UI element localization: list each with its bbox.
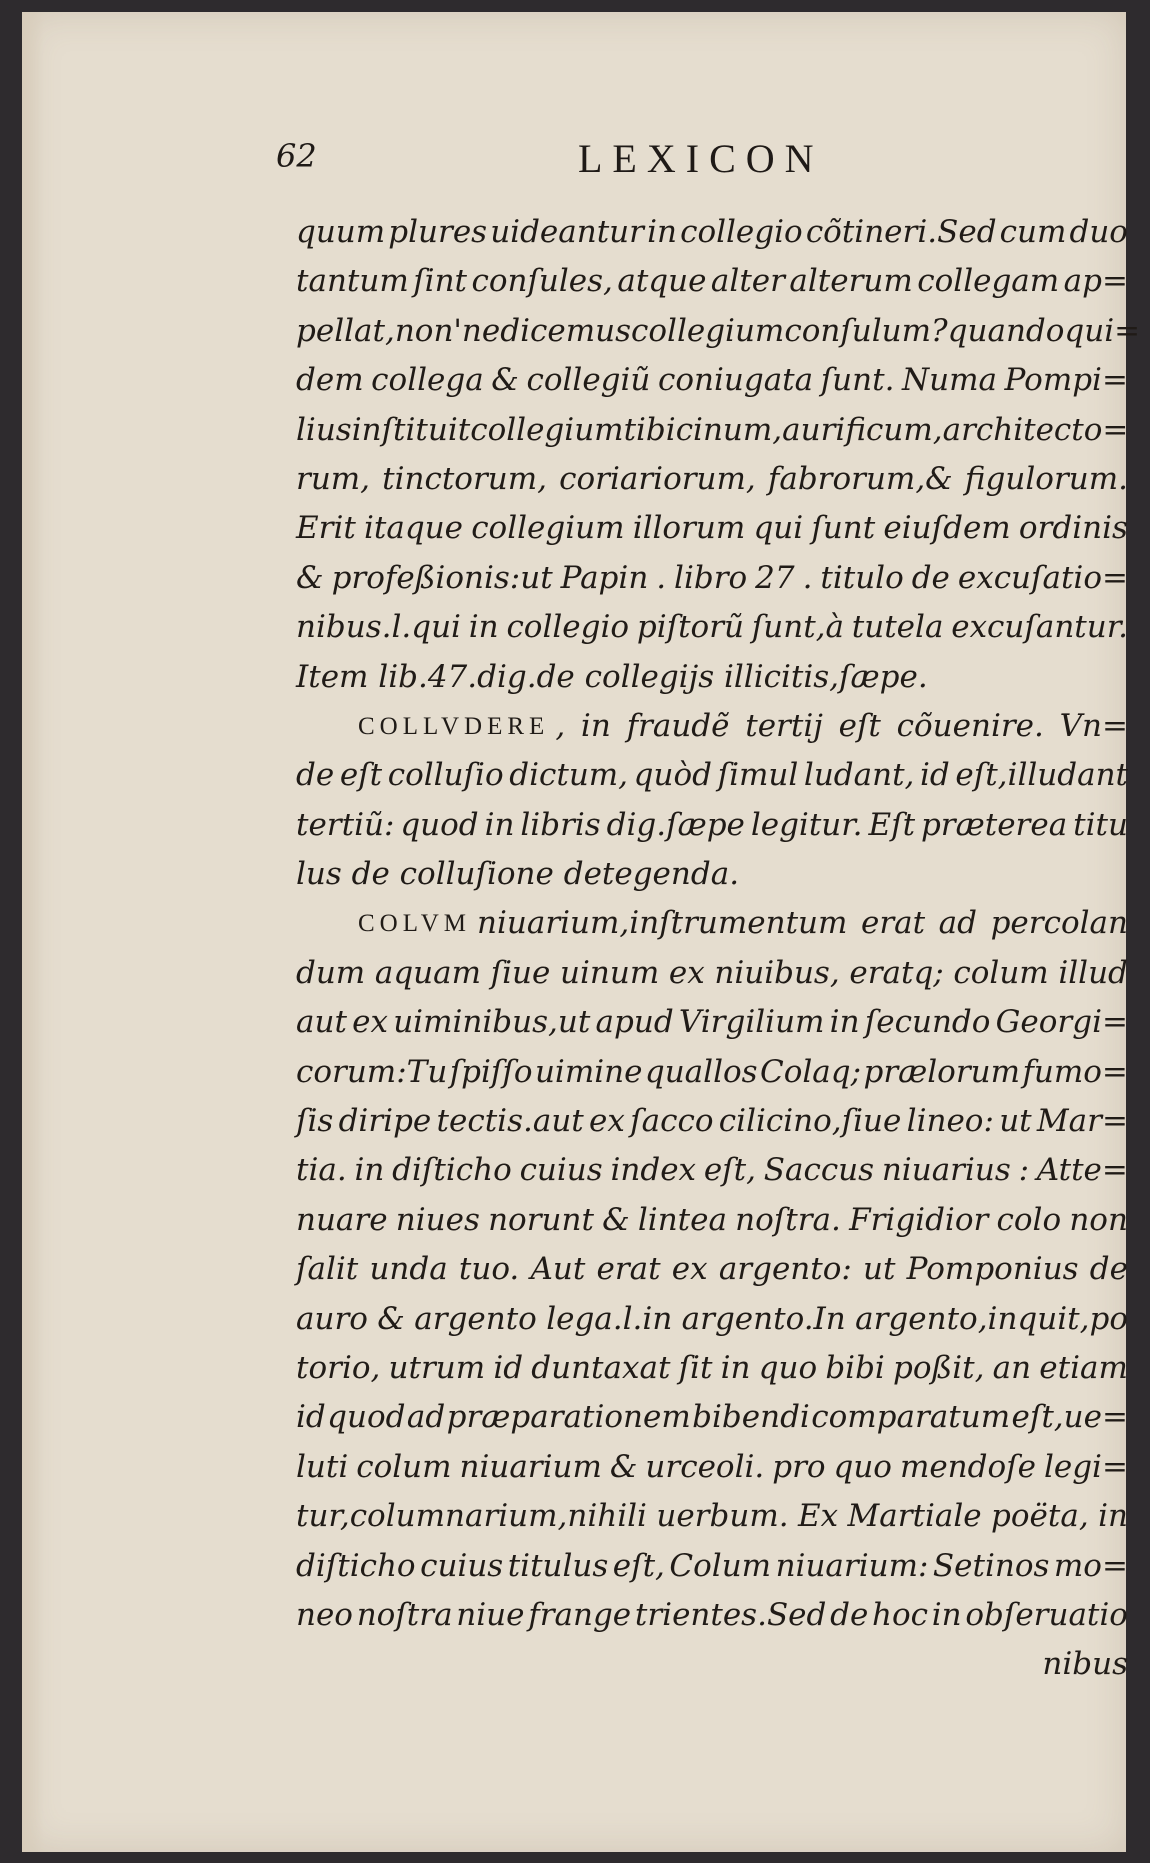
text-line: rum, tinctorum, coriariorum, fabrorum,& figulorum. — [296, 460, 1128, 497]
entry-text: niuarium,inſtrumentum erat ad percolan — [477, 905, 1128, 942]
text-line: lus de colluſione detegenda. — [296, 856, 740, 893]
text-line: tertiũ: quod in libris dig.ſæpe legitur. Eſt præterea titu — [296, 806, 1128, 843]
text-line: id quod ad præparationem bibendi comparatum eſt,ue= — [296, 1399, 1128, 1436]
text-line: neo noſtra niue frange trientes.Sed de hoc in obſeruatio — [296, 1596, 1128, 1633]
text-line: ſalit unda tuo. Aut erat ex argento: ut Pomponius de — [296, 1251, 1128, 1288]
text-line: auro & argento lega.l.in argento.In argento,inquit,po — [296, 1300, 1128, 1337]
book-page — [22, 12, 1141, 1852]
headword: COLVM — [358, 910, 471, 938]
text-line: dum aquam ſiue uinum ex niuibus, eratq; colum illud — [296, 954, 1128, 991]
body-text — [296, 208, 1141, 1690]
text-line: ſis diripe tectis.aut ex ſacco cilicino,ſiue lineo: ut Mar= — [296, 1103, 1128, 1140]
page-number: 62 — [276, 137, 317, 175]
text-line: de eſt colluſio dictum, quòd ſimul ludant, id eſt,illudant — [296, 757, 1128, 794]
text-line: lius inſtituit collegium tibicinum,aurificum,architecto= — [296, 411, 1129, 448]
page-gutter-shadow — [22, 12, 44, 1852]
text-line: Item lib.47.dig.de collegijs illicitis,ſæpe. — [296, 658, 928, 695]
text-line: nibus — [1042, 1646, 1128, 1683]
text-line: Erit itaque collegium illorum qui ſunt eiuſdem ordinis — [296, 510, 1128, 547]
text-line: luti colum niuarium & urceoli. pro quo mendoſe legi= — [296, 1448, 1128, 1485]
text-line: tur,columnarium,nihili uerbum. Ex Martiale poëta, in — [296, 1498, 1128, 1535]
text-line: pellat,non'ne dicemus collegium conſulum? quandoqui= — [296, 312, 1141, 349]
text-line: torio, utrum id duntaxat ſit in quo bibi poßit, an etiam — [296, 1349, 1128, 1386]
text-line: nuare niues norunt & lintea noſtra. Frigidior colo non — [296, 1201, 1128, 1238]
page-header — [276, 135, 876, 195]
text-line: corum:Tu ſpiſſo uimine quallos Colaq; prælorum fumo= — [296, 1053, 1128, 1090]
text-line: quum plures uideantur in collegio cõtineri.Sed cum duo — [296, 214, 1128, 250]
text-line: tantum ſint conſules, atque alter alterum collegam ap= — [296, 263, 1128, 300]
text-line: nibus.l.qui in collegio piſtorũ ſunt,à tutela excuſantur. — [296, 609, 1128, 646]
text-line — [296, 702, 1128, 751]
text-line: & profeßionis:ut Papin . libro 27 . titulo de excuſatio= — [296, 559, 1128, 596]
text-line: dem collega & collegiũ coniugata ſunt. Numa Pompi= — [296, 362, 1128, 399]
running-head: LEXICON — [578, 136, 824, 181]
text-line — [296, 899, 1128, 948]
text-line: tia. in diſticho cuius index eſt, Saccus niuarius : Atte= — [296, 1152, 1128, 1189]
headword: COLLVDERE — [358, 712, 550, 740]
entry-text: , in fraudẽ tertij eſt cõuenire. Vn= — [555, 707, 1128, 744]
text-line: diſticho cuius titulus eſt, Colum niuarium: Setinos mo= — [296, 1547, 1128, 1584]
text-line: aut ex uiminibus,ut apud Virgilium in ſecundo Georgi= — [296, 1004, 1128, 1041]
